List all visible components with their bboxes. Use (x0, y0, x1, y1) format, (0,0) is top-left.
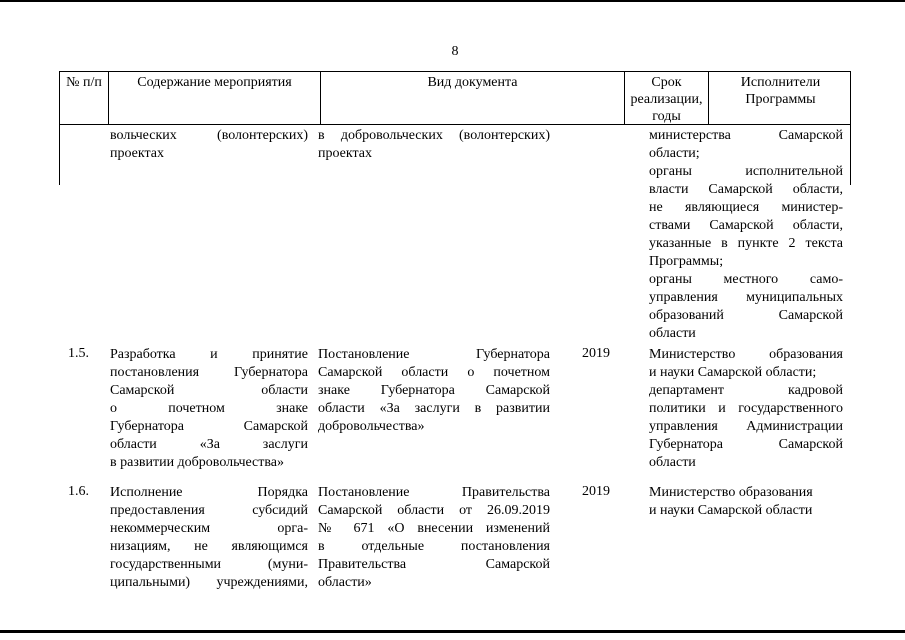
row-1-doc-type (318, 346, 550, 436)
text-line: Правительства Самарской (318, 557, 550, 572)
text-line: области «За заслуги в развитии (318, 401, 550, 416)
text-line: органы исполнительной (649, 164, 843, 179)
text-line: образований Самарской (649, 308, 843, 323)
text-line: области; (649, 146, 700, 161)
text-line: Программы; (649, 254, 724, 269)
text-line: проектах (110, 146, 164, 161)
text-line: в отдельные постановления (318, 539, 550, 554)
row-1-content (110, 346, 308, 472)
row-2-content (110, 484, 308, 592)
text-line: власти Самарской области, (649, 182, 843, 197)
row-1-term: 2019 (582, 346, 610, 361)
text-line: Самарской области о почетном (318, 365, 550, 380)
table-header (59, 71, 851, 125)
text-line: вольческих (волонтерских) (110, 128, 308, 143)
header-content: Содержание мероприятия (108, 72, 320, 124)
text-line: ципальными) учреждениями, (110, 575, 308, 590)
column-line (850, 125, 851, 185)
bottom-rule (0, 630, 905, 633)
text-line: Постановление Губернатора (318, 347, 550, 362)
page-number: 8 (451, 44, 459, 59)
text-line: и науки Самарской области; (649, 365, 817, 380)
text-line: в развитии добровольчества» (110, 455, 285, 470)
text-line: области «За заслуги (110, 437, 308, 452)
header-executors: Исполнители Программы (708, 72, 852, 124)
text-line: управления муниципальных (649, 290, 843, 305)
text-line: добровольчества» (318, 419, 425, 434)
text-line: области (649, 326, 696, 341)
text-line: некоммерческим орга- (110, 521, 308, 536)
text-line: проектах (318, 146, 372, 161)
header-num: № п/п (66, 75, 102, 90)
column-line (59, 125, 60, 185)
text-line: Разработка и принятие (110, 347, 308, 362)
row-2-term: 2019 (582, 484, 610, 499)
text-line: Самарской области от 26.09.2019 (318, 503, 550, 518)
text-line: государственными (муни- (110, 557, 308, 572)
text-line: области (649, 455, 696, 470)
text-line: Губернатора Самарской (110, 419, 308, 434)
text-line: Министерство образования (649, 485, 813, 500)
text-line: Губернатора Самарской (649, 437, 843, 452)
text-line: знаке Губернатора Самарской (318, 383, 550, 398)
text-line: департамент кадровой (649, 383, 843, 398)
text-line: ствами Самарской области, (649, 218, 843, 233)
row-1-num: 1.5. (68, 346, 89, 361)
row-2-num: 1.6. (68, 484, 89, 499)
text-line: Исполнение Порядка (110, 485, 308, 500)
header-doc-type: Вид документа (320, 72, 624, 124)
text-line: предоставления субсидий (110, 503, 308, 518)
text-line: указанные в пункте 2 текста (649, 236, 843, 251)
row-2-executors (649, 484, 843, 520)
row-0-content (110, 127, 308, 163)
text-line: не являющиеся министер- (649, 200, 843, 215)
row-2-doc-type (318, 484, 550, 592)
row-1-executors (649, 346, 843, 472)
text-line: органы местного само- (649, 272, 843, 287)
text-line: Министерство образования (649, 347, 843, 362)
text-line: управления Администрации (649, 419, 843, 434)
text-line: постановления Губернатора (110, 365, 308, 380)
text-line: Самарской области (110, 383, 308, 398)
header-term: Срок реализации, годы (624, 72, 708, 124)
row-0-doc-type (318, 127, 550, 163)
top-rule (0, 0, 905, 2)
text-line: Постановление Правительства (318, 485, 550, 500)
text-line: в добровольческих (волонтерских) (318, 128, 550, 143)
text-line: министерства Самарской (649, 128, 843, 143)
text-line: и науки Самарской области (649, 503, 813, 518)
text-line: политики и государственного (649, 401, 843, 416)
text-line: о почетном знаке (110, 401, 308, 416)
text-line: № 671 «О внесении изменений (318, 521, 550, 536)
text-line: низациям, не являющимся (110, 539, 308, 554)
text-line: области» (318, 575, 372, 590)
row-0-executors (649, 127, 843, 343)
